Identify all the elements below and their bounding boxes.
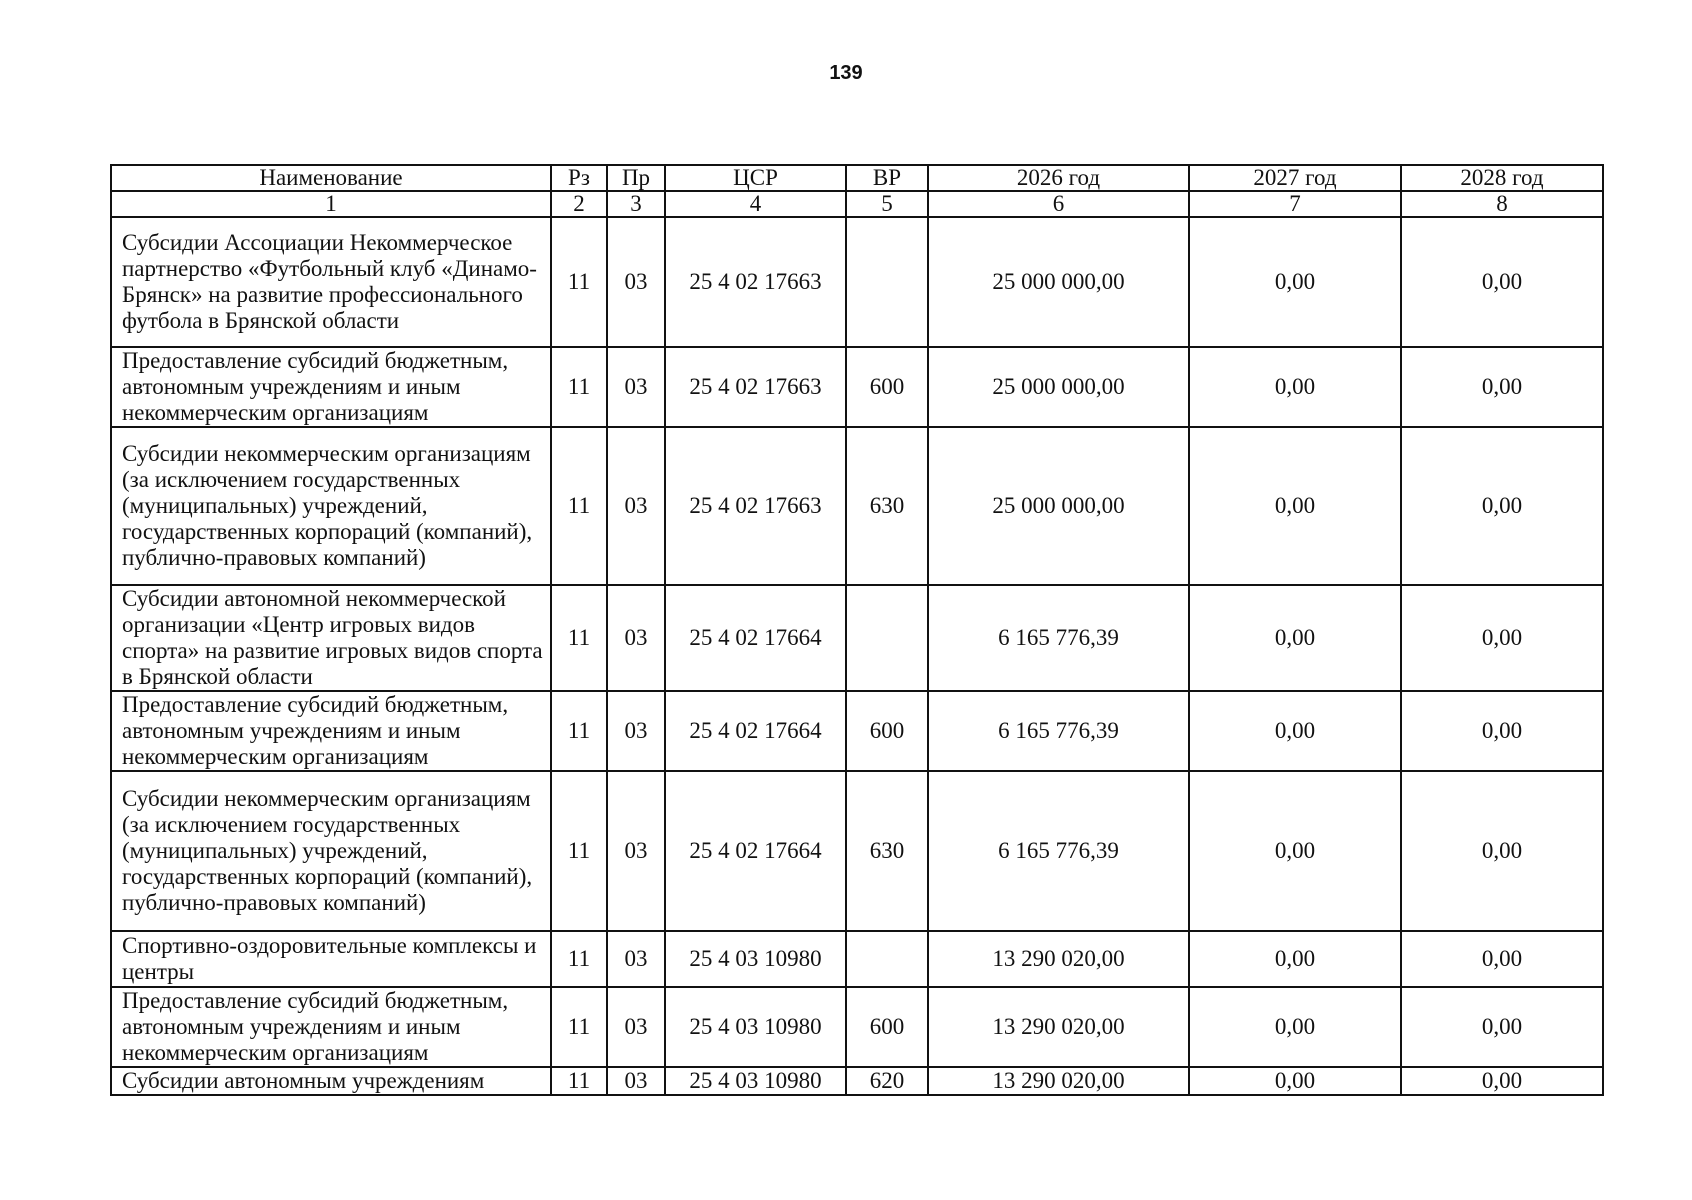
row-2028: 0,00 [1401,691,1603,771]
row-2028: 0,00 [1401,347,1603,427]
row-2027: 0,00 [1189,1067,1401,1095]
row-2026: 13 290 020,00 [928,931,1189,987]
row-name: Субсидии некоммерческим организациям (за исключением государственных (муниципальных) учреждений, государственных корпораций (компаний), публично-правовых компаний) [111,771,551,931]
row-rz: 11 [551,427,607,585]
row-2028: 0,00 [1401,427,1603,585]
header-pr: Пр [607,165,665,191]
row-2026: 13 290 020,00 [928,1067,1189,1095]
row-2027: 0,00 [1189,585,1401,691]
row-2026: 25 000 000,00 [928,217,1189,347]
row-2027: 0,00 [1189,771,1401,931]
row-2027: 0,00 [1189,931,1401,987]
row-name: Предоставление субсидий бюджетным, автономным учреждениям и иным некоммерческим организациям [111,691,551,771]
header-2027: 2027 год [1189,165,1401,191]
row-rz: 11 [551,931,607,987]
column-number-row [111,191,1603,217]
row-vr: 630 [846,427,928,585]
header-row [111,165,1603,191]
row-name: Спортивно-оздоровительные комплексы и центры [111,931,551,987]
table-row [111,987,1603,1067]
row-2026: 25 000 000,00 [928,347,1189,427]
row-rz: 11 [551,691,607,771]
row-csr: 25 4 02 17663 [665,217,846,347]
row-csr: 25 4 02 17664 [665,691,846,771]
column-number: 8 [1401,191,1603,217]
row-csr: 25 4 02 17664 [665,585,846,691]
column-number: 1 [111,191,551,217]
row-vr: 600 [846,347,928,427]
row-pr: 03 [607,987,665,1067]
row-pr: 03 [607,427,665,585]
header-rz: Рз [551,165,607,191]
row-rz: 11 [551,585,607,691]
row-2027: 0,00 [1189,217,1401,347]
row-name: Предоставление субсидий бюджетным, автономным учреждениям и иным некоммерческим организациям [111,987,551,1067]
row-pr: 03 [607,771,665,931]
row-csr: 25 4 03 10980 [665,987,846,1067]
row-vr: 620 [846,1067,928,1095]
row-2028: 0,00 [1401,987,1603,1067]
header-csr: ЦСР [665,165,846,191]
column-number: 2 [551,191,607,217]
table-row [111,347,1603,427]
row-2027: 0,00 [1189,987,1401,1067]
table-row [111,931,1603,987]
row-name: Субсидии автономным учреждениям [111,1067,551,1095]
row-pr: 03 [607,585,665,691]
row-2026: 6 165 776,39 [928,771,1189,931]
column-number: 4 [665,191,846,217]
table-row [111,217,1603,347]
row-pr: 03 [607,347,665,427]
row-vr: 600 [846,987,928,1067]
row-pr: 03 [607,931,665,987]
row-pr: 03 [607,1067,665,1095]
row-vr [846,585,928,691]
row-2028: 0,00 [1401,771,1603,931]
row-vr: 600 [846,691,928,771]
row-csr: 25 4 03 10980 [665,1067,846,1095]
row-name: Предоставление субсидий бюджетным, автономным учреждениям и иным некоммерческим организациям [111,347,551,427]
table-row [111,771,1603,931]
table-row [111,427,1603,585]
header-2026: 2026 год [928,165,1189,191]
budget-table [110,164,1604,1096]
row-vr: 630 [846,771,928,931]
row-2026: 6 165 776,39 [928,585,1189,691]
row-2028: 0,00 [1401,931,1603,987]
column-number: 3 [607,191,665,217]
row-2028: 0,00 [1401,217,1603,347]
table-row [111,1067,1603,1095]
row-rz: 11 [551,987,607,1067]
column-number: 5 [846,191,928,217]
row-csr: 25 4 02 17663 [665,427,846,585]
row-rz: 11 [551,347,607,427]
table-row [111,691,1603,771]
row-2026: 25 000 000,00 [928,427,1189,585]
header-vr: ВР [846,165,928,191]
row-2026: 13 290 020,00 [928,987,1189,1067]
row-csr: 25 4 03 10980 [665,931,846,987]
column-number: 7 [1189,191,1401,217]
row-pr: 03 [607,691,665,771]
table-row [111,585,1603,691]
row-csr: 25 4 02 17664 [665,771,846,931]
row-csr: 25 4 02 17663 [665,347,846,427]
row-rz: 11 [551,217,607,347]
row-2028: 0,00 [1401,1067,1603,1095]
row-2027: 0,00 [1189,691,1401,771]
column-number: 6 [928,191,1189,217]
row-rz: 11 [551,1067,607,1095]
header-name: Наименование [111,165,551,191]
row-name: Субсидии автономной некоммерческой организации «Центр игровых видов спорта» на развитие игровых видов спорта в Брянской области [111,585,551,691]
row-2026: 6 165 776,39 [928,691,1189,771]
row-2028: 0,00 [1401,585,1603,691]
row-name: Субсидии Ассоциации Некоммерческое партнерство «Футбольный клуб «Динамо-Брянск» на развитие профессионального футбола в Брянской области [111,217,551,347]
row-2027: 0,00 [1189,347,1401,427]
row-name: Субсидии некоммерческим организациям (за исключением государственных (муниципальных) учреждений, государственных корпораций (компаний), публично-правовых компаний) [111,427,551,585]
row-rz: 11 [551,771,607,931]
page-number: 139 [829,62,863,84]
row-2027: 0,00 [1189,427,1401,585]
row-vr [846,931,928,987]
row-vr [846,217,928,347]
header-2028: 2028 год [1401,165,1603,191]
row-pr: 03 [607,217,665,347]
